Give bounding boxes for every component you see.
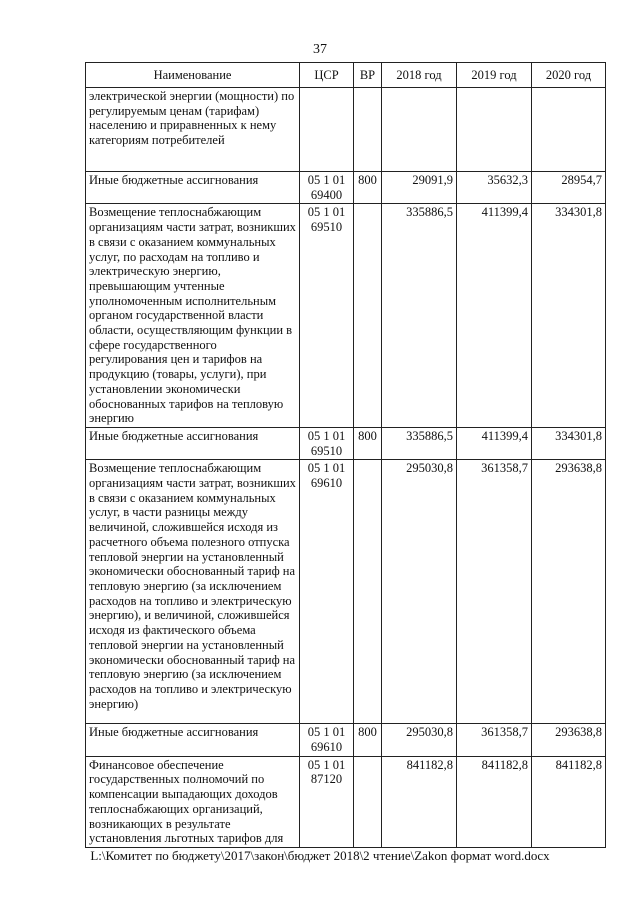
column-header-2020: 2020 год [532, 63, 606, 88]
cell-vr [354, 756, 382, 847]
cell-2018: 841182,8 [382, 756, 457, 847]
cell-2020: 293638,8 [532, 724, 606, 756]
table-row [86, 172, 606, 204]
cell-vr [354, 460, 382, 724]
cell-csr: 05 1 01 69610 [300, 724, 354, 756]
table-row [86, 88, 606, 172]
cell-2020: 28954,7 [532, 172, 606, 204]
cell-vr [354, 204, 382, 428]
cell-2020: 293638,8 [532, 460, 606, 724]
cell-name: Возмещение теплоснабжающим организациям части затрат, возникших в связи с оказанием коммунальных услуг, в части разницы между величиной, сложившейся исходя из расчетного объема полезного отпуска тепловой энергии на установленный экономически обоснованный тариф на тепловую энергию (за исключением расходов на топливо и электрическую энергию), и величиной, сложившейся исходя из фактического объема тепловой энергии на установленный экономически обоснованный тариф на тепловую энергию (за исключением расходов на топливо и электрическую энергию) [86, 460, 300, 724]
file-path-footer: L:\Комитет по бюджету\2017\закон\бюджет 2018\2 чтение\Zakon формат word.docx [90, 848, 550, 863]
column-header-csr: ЦСР [300, 63, 354, 88]
table-row [86, 204, 606, 428]
cell-csr: 05 1 01 69510 [300, 427, 354, 459]
cell-2019: 411399,4 [457, 204, 532, 428]
cell-2020 [532, 88, 606, 172]
cell-name: Финансовое обеспечение государственных полномочий по компенсации выпадающих доходов теплоснабжающих организаций, возникающих в результате установления льготных тарифов для [86, 756, 300, 847]
cell-name: Возмещение теплоснабжающим организациям части затрат, возникших в связи с оказанием коммунальных услуг, по расходам на топливо и электрическую энергию, превышающим учтенные уполномоченным исполнительным органом государственной власти области, осуществляющим функции в сфере государственного регулирования цен и тарифов на продукцию (товары, услуги), при установлении экономически обоснованных тарифов на тепловую энергию [86, 204, 300, 428]
column-header-name: Наименование [86, 63, 300, 88]
cell-2019: 411399,4 [457, 427, 532, 459]
cell-vr: 800 [354, 172, 382, 204]
cell-name: Иные бюджетные ассигнования [86, 724, 300, 756]
cell-2019: 841182,8 [457, 756, 532, 847]
cell-name: Иные бюджетные ассигнования [86, 172, 300, 204]
cell-2018 [382, 88, 457, 172]
table-row [86, 724, 606, 756]
page-number: 37 [313, 42, 327, 57]
cell-2020: 334301,8 [532, 204, 606, 428]
cell-csr: 05 1 01 87120 [300, 756, 354, 847]
cell-csr: 05 1 01 69510 [300, 204, 354, 428]
cell-2020: 334301,8 [532, 427, 606, 459]
table-row [86, 756, 606, 847]
cell-2019 [457, 88, 532, 172]
cell-csr: 05 1 01 69400 [300, 172, 354, 204]
cell-vr [354, 88, 382, 172]
table-row [86, 427, 606, 459]
cell-2019: 35632,3 [457, 172, 532, 204]
cell-2018: 335886,5 [382, 427, 457, 459]
cell-2018: 29091,9 [382, 172, 457, 204]
cell-name: Иные бюджетные ассигнования [86, 427, 300, 459]
table-header-row [86, 63, 606, 88]
cell-2018: 295030,8 [382, 724, 457, 756]
cell-2018: 335886,5 [382, 204, 457, 428]
budget-table [85, 62, 606, 848]
cell-name: электрической энергии (мощности) по регулируемым ценам (тарифам) населению и приравненных к нему категориям потребителей [86, 88, 300, 172]
cell-2018: 295030,8 [382, 460, 457, 724]
column-header-2018: 2018 год [382, 63, 457, 88]
cell-vr: 800 [354, 427, 382, 459]
cell-2019: 361358,7 [457, 460, 532, 724]
column-header-vr: ВР [354, 63, 382, 88]
cell-csr: 05 1 01 69610 [300, 460, 354, 724]
column-header-2019: 2019 год [457, 63, 532, 88]
cell-2019: 361358,7 [457, 724, 532, 756]
table-row [86, 460, 606, 724]
cell-2020: 841182,8 [532, 756, 606, 847]
cell-vr: 800 [354, 724, 382, 756]
cell-csr [300, 88, 354, 172]
